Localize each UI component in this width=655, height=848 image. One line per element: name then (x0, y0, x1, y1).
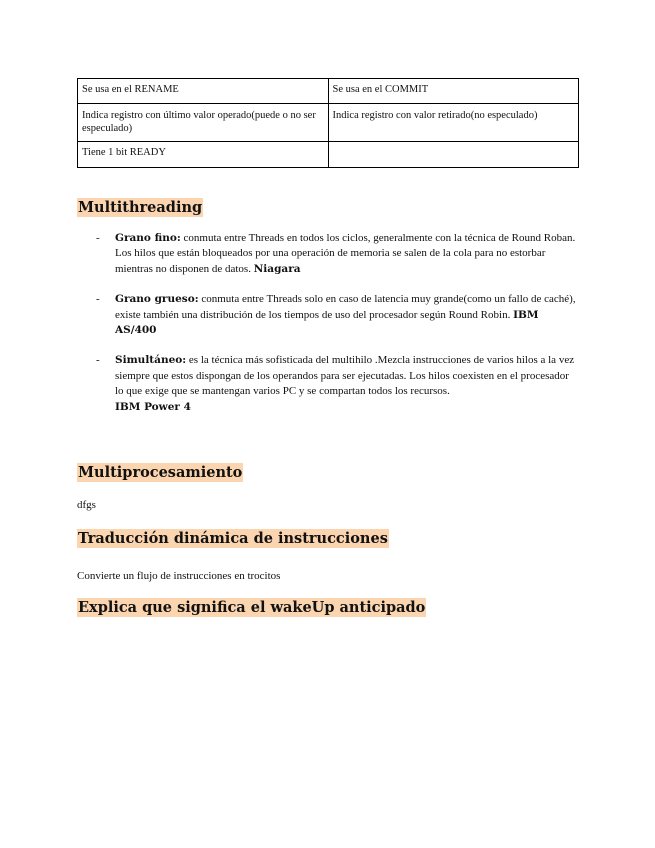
item-label: Simultáneo: (115, 354, 187, 367)
table-cell (328, 142, 579, 168)
heading-wakeup: Explica que significa el wakeUp anticipado (78, 599, 426, 616)
multithreading-list (96, 231, 580, 430)
item-text: conmuta entre Threads en todos los ciclos, generalmente con la técnica de Round Roban. Los hilos que están bloqueados por una operación de memoria se salen de la cola para no estorbar mientras no disponen de datos. (115, 232, 576, 275)
heading-multithreading: Multithreading (78, 199, 203, 216)
list-item (96, 231, 580, 277)
table-row (78, 104, 579, 142)
item-label: Grano grueso: (115, 293, 199, 306)
bullet-dash: - (96, 354, 100, 367)
bullet-dash: - (96, 232, 100, 244)
heading-multiprocesamiento: Multiprocesamiento (78, 464, 243, 481)
list-item (96, 353, 580, 415)
table-row (78, 142, 579, 168)
table-cell: Se usa en el COMMIT (328, 79, 579, 104)
traduccion-body: Convierte un flujo de instrucciones en trocitos (77, 570, 281, 582)
table-cell: Indica registro con valor retirado(no especulado) (328, 104, 579, 142)
item-label: Grano fino: (115, 232, 181, 244)
table-cell: Indica registro con último valor operado(puede o no ser especulado) (78, 104, 329, 142)
item-example: IBM AS/400 (115, 308, 539, 337)
item-text: conmuta entre Threads solo en caso de latencia muy grande(como un fallo de caché), existe también una distribución de los tiempos de uso del procesador según Round Robin. (115, 293, 576, 321)
item-example: IBM Power 4 (115, 400, 191, 413)
list-item (96, 292, 580, 338)
comparison-table (77, 78, 579, 168)
table-cell: Se usa en el RENAME (78, 79, 329, 104)
table-row (78, 79, 579, 104)
multiprocesamiento-body: dfgs (77, 499, 96, 511)
item-text: es la técnica más sofisticada del multihilo .Mezcla instrucciones de varios hilos a la vez siempre que estos dispongan de los operandos para ser ejecutadas. Los hilos coexisten en el procesador lo que exige que se mantengan varios PC y se compartan todos los recursos. (115, 354, 575, 398)
heading-traduccion: Traducción dinámica de instrucciones (78, 530, 388, 547)
table-cell: Tiene 1 bit READY (78, 142, 329, 168)
item-example: Niagara (253, 262, 301, 275)
bullet-dash: - (96, 293, 100, 306)
